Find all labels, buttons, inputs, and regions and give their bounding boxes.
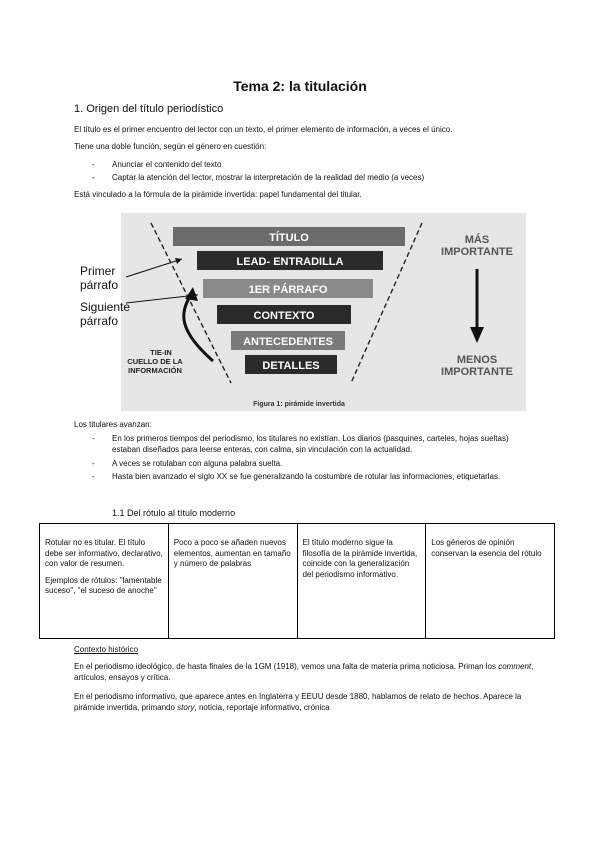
list-item: - Captar la atención del lector, mostrar la interpretación de la realidad del medio (a veces) xyxy=(92,173,532,184)
figure-caption: Figura 1: pirámide invertida xyxy=(253,401,345,408)
mas-label-2: IMPORTANTE xyxy=(441,246,513,258)
tie-in-label-2: CUELLO DE LA xyxy=(127,357,183,366)
context-paragraph-2 xyxy=(74,692,534,713)
arrowhead-primer xyxy=(175,258,182,264)
paragraph: El título es el primer encuentro del lector con un texto, el primer elemento de información, a veces el único. xyxy=(74,125,453,134)
menos-label-1: MENOS xyxy=(456,354,498,366)
comparison-table xyxy=(39,523,555,639)
paragraph: Está vinculado a la fórmula de la pirámide invertida: papel fundamental del titular. xyxy=(74,190,362,199)
cell-text: Ejemplos de rótulos: "lamentable suceso", "el suceso de anoche" xyxy=(45,575,162,595)
label-line: Siguiente xyxy=(80,300,131,314)
context-paragraph-1 xyxy=(74,662,534,683)
pyramid-bar-label: TÍTULO xyxy=(269,232,309,244)
table-cell xyxy=(168,524,297,639)
text-run: En el periodismo informativo, que aparece antes en Inglaterra y EEUU desde 1880, hablamos de relato de hechos. Aparece la pirámide invertida, primando xyxy=(74,692,522,712)
cell-text: Rotular no es titular. El título debe ser informativo, declarativo, con valor de resumen. xyxy=(45,538,163,568)
arrow-siguiente xyxy=(126,293,198,303)
pyramid-bar-label: CONTEXTO xyxy=(253,310,315,322)
arrow-primer xyxy=(126,259,182,277)
subsection-heading: 1.1 Del rótulo al título moderno xyxy=(112,508,236,518)
cell-text: El título moderno sigue la filosofía de la pirámide invertida, coincide con la generalización del periodismo informativo. xyxy=(302,538,418,579)
text-run: , artículos, ensayos y crítica. xyxy=(74,662,534,682)
paragraph: Los titulares avanzan: xyxy=(74,420,152,429)
list-item: - En los primeros tiempos del periodismo, los titulares no existían. Los diarios (pasquines, carteles, hojas sueltas) estaban diseñados para leerse enteras, con calma, sin vinculación con la actualidad. xyxy=(92,434,532,455)
label-line: Primer xyxy=(80,264,116,278)
mas-label-1: MÁS xyxy=(464,234,490,246)
text-run: En el periodismo ideológico, de hasta finales de la 1GM (1918), vemos una falta de materia prima noticiosa. Priman los xyxy=(74,662,499,671)
label-arrows xyxy=(118,255,198,315)
tie-in-label-3: INFORMACIÓN xyxy=(128,366,182,375)
arrowhead-siguiente xyxy=(191,292,198,298)
pyramid-bar-label: LEAD- ENTRADILLA xyxy=(236,256,344,268)
cell-text: Poco a poco se añaden nuevos elementos, aumentan en tamaño y número de palabras xyxy=(173,538,291,568)
pyramid-bar-label: 1ER PÁRRAFO xyxy=(248,284,328,296)
context-heading: Contexto histórico xyxy=(74,645,139,654)
label-primer-parrafo xyxy=(80,264,118,292)
table-row xyxy=(40,524,555,639)
section-heading: 1. Origen del título periodístico xyxy=(74,103,224,115)
funnel-right-line xyxy=(351,223,422,383)
cell-text: Los géneros de opinión conservan la esencia del rótulo xyxy=(431,538,542,558)
label-line: párrafo xyxy=(80,278,119,292)
paragraph: Tiene una doble función, según el género en cuestión: xyxy=(74,142,267,151)
label-line: párrafo xyxy=(80,314,119,328)
pyramid-bar-label: DETALLES xyxy=(262,360,320,372)
text-run-italic: comment xyxy=(498,662,532,671)
list-item: - A veces se rotulaban con alguna palabra suelta. xyxy=(92,459,532,470)
list-item: - Anunciar el contenido del texto xyxy=(92,160,532,171)
page-title: Tema 2: la titulación xyxy=(233,78,367,94)
titulares-list xyxy=(92,434,532,484)
menos-label-2: IMPORTANTE xyxy=(441,366,513,378)
function-list xyxy=(92,160,532,185)
list-item: - Hasta bien avanzado el siglo XX se fue generalizando la costumbre de rotular las informaciones, etiquetarlas. xyxy=(92,472,532,483)
table-cell xyxy=(40,524,169,639)
table-cell xyxy=(426,524,555,639)
text-run: , noticia, reportaje informativo, crónica xyxy=(194,702,330,712)
importance-arrowhead xyxy=(470,327,484,343)
table-cell xyxy=(297,524,426,639)
text-run-italic: story xyxy=(177,702,195,712)
pyramid-bar-label: ANTECEDENTES xyxy=(243,336,333,348)
tie-in-label-1: TIE-IN xyxy=(150,348,172,357)
